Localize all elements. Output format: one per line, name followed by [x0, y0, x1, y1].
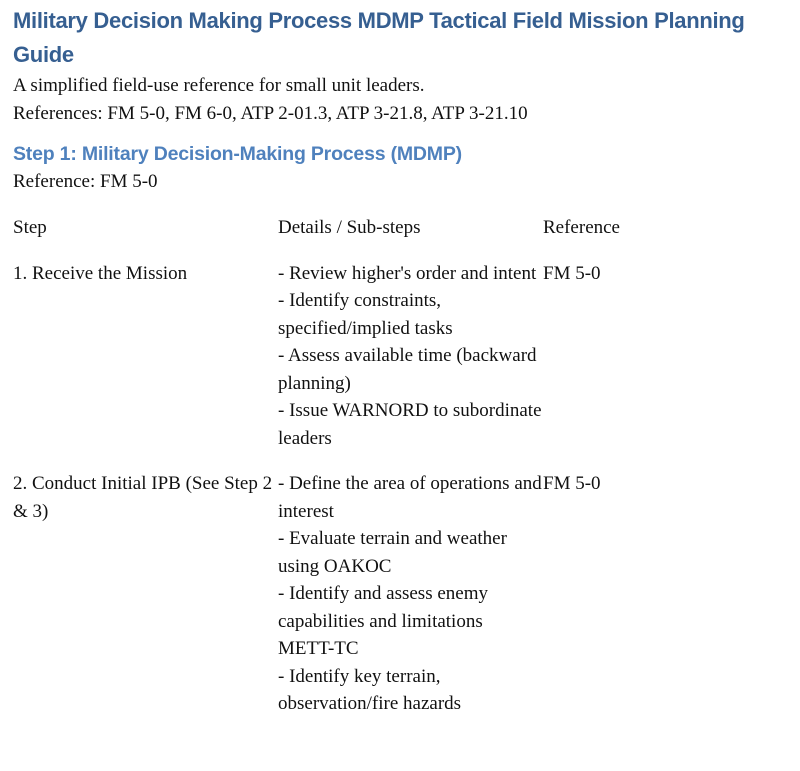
detail-item: - Identify constraints, specified/implied tasks [278, 290, 453, 339]
header-reference: Reference [543, 217, 620, 238]
document-subtitle: A simplified field-use reference for small unit leaders. [13, 75, 425, 96]
detail-item: - Identify key terrain, observation/fire hazards [278, 665, 462, 714]
row-step: 1. Receive the Mission [13, 262, 188, 284]
row-step: 2. Conduct Initial IPB (See Step 2 & 3) [13, 473, 273, 522]
section-heading: Step 1: Military Decision-Making Process (MDMP) [13, 143, 462, 165]
row-reference: FM 5-0 [543, 473, 601, 494]
row-details [278, 470, 543, 736]
document-title: Military Decision Making Process MDMP Tactical Field Mission Planning Guide [13, 8, 745, 67]
row-reference: FM 5-0 [543, 262, 601, 284]
detail-item: - Define the area of operations and interest [278, 473, 542, 522]
detail-item: - Issue WARNORD to subordinate leaders [278, 400, 542, 449]
document-references: References: FM 5-0, FM 6-0, ATP 2-01.3, ATP 3-21.8, ATP 3-21.10 [13, 103, 528, 124]
header-step: Step [13, 217, 47, 238]
header-details: Details / Sub-steps [278, 217, 421, 238]
detail-item: - Review higher's order and intent [278, 262, 537, 284]
table-header-row [13, 214, 743, 260]
table-row [13, 260, 743, 471]
row-details [278, 260, 543, 471]
detail-item: - Assess available time (backward planning) [278, 345, 537, 394]
section-reference: Reference: FM 5-0 [13, 171, 158, 192]
table-row [13, 470, 743, 736]
steps-table [13, 214, 743, 736]
document-page [13, 0, 793, 736]
detail-item: - Evaluate terrain and weather using OAKOC [278, 528, 507, 577]
detail-item: - Identify and assess enemy capabilities and limitations METT-TC [278, 583, 488, 659]
